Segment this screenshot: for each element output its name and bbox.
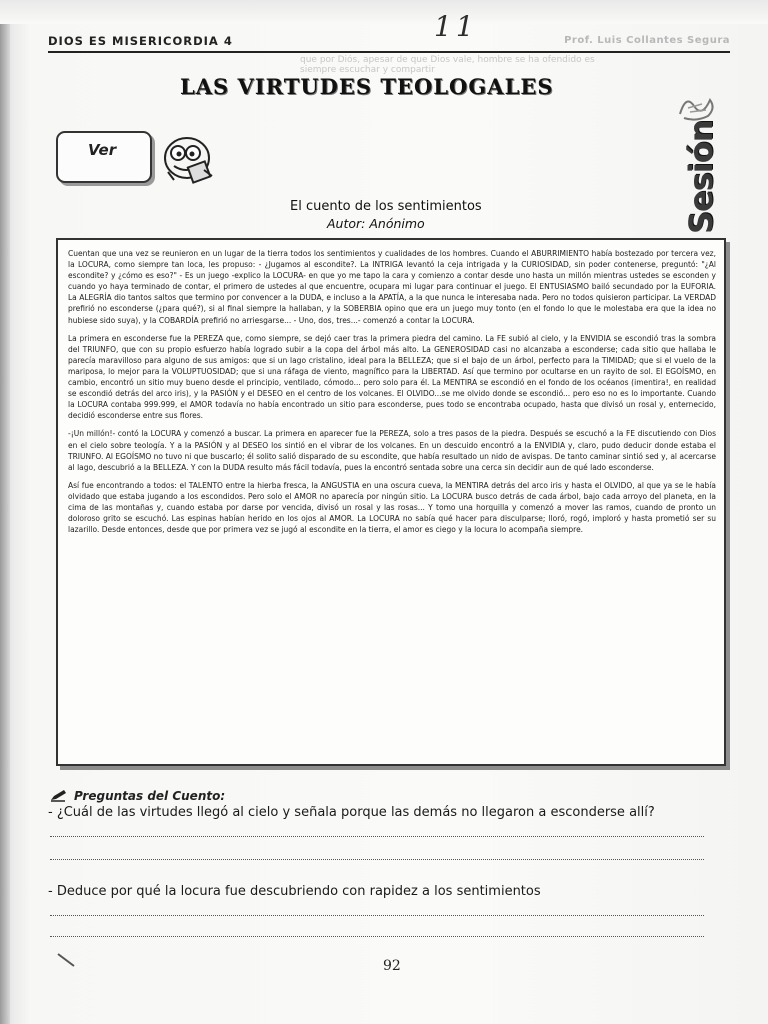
page-number: 92 [383, 958, 401, 974]
answer-line[interactable] [50, 836, 704, 837]
answer-line[interactable] [50, 915, 704, 916]
header-rule [48, 51, 730, 53]
story-paragraph: La primera en esconderse fue la PEREZA que, como siempre, se dejó caer tras la primera piedra del camino. La FE subió al cielo, y la ENVIDIA se escondió tras la sombra del TRIUNFO, que con su propio esfuerzo había logrado subir a la copa del árbol más alto. La GENEROSIDAD casi no alcanzaba a esconderse; cada sitio que hallaba le parecía maravilloso para alguno de sus amigos: que si un lago cristalino, ideal para la BELLEZA; que si el bajo de un árbol, perfecto para la TIMIDAD; que si el vuelo de la mariposa, lo mejor para la VOLUPTUOSIDAD; que si una ráfaga de viento, magnífico para la LIBERTAD. Así que termino por ocultarse en un rayito de sol. El EGOÍSMO, en cambio, encontró un sitio muy bueno desde el principio, ventilado, cómodo... pero solo para él. La MENTIRA se escondió en el fondo de los océanos (imentira!, en realidad se escondió detrás del arco iris), y la PASIÓN y el DESEO en el centro de los volcanes. El OLVIDO...se me olvido donde se escondió... pero eso no es lo importante. Cuando la LOCURA contaba 999.999, el AMOR todavía no había encontrado un sitio para esconderse, pues todo se encontraba ocupado, hasta que divisó un rosal y, enternecido, decidió esconderse entre sus flores. [68, 333, 716, 421]
story-title: El cuento de los sentimientos [290, 199, 482, 214]
story-paragraph: Cuentan que una vez se reunieron en un lugar de la tierra todos los sentimientos y cualidades de los hombres. Cuando el ABURRIMIENTO había bostezado por tercera vez, la LOCURA, como siempre tan loca, les propuso: - ¿Jugamos al escondite?. La INTRIGA levantó la ceja intrigada y la CURIOSIDAD, sin poder contenerse, preguntó: "¿Al escondite? y ¿cómo es eso?" - Es un juego -explico la LOCURA- en que yo me tapo la cara y comienzo a contar desde uno hasta un millón mientras ustedes se esconden y cuando yo haya terminado de contar, el primero de ustedes al que encuentre, ocupara mi lugar para continuar el juego. El ENTUSIASMO bailó secundado por la EUFORIA. La ALEGRÍA dio tantos saltos que termino por convencer a la DUDA, e incluso a la APATÍA, a la que nunca le interesaba nada. Pero no todos quisieron participar. La VERDAD prefirió no esconderse (¿para qué?), si al final siempre la hallaban, y la SOBERBIA opino que era un juego muy tonto (en el fondo lo que le molestaba era que la idea no hubiese sido suya), y la COBARDÍA prefirió no arriesgarse... - Uno, dos, tres...- comenzó a contar la LOCURA. [68, 249, 716, 325]
questions-header-label: Preguntas del Cuento: [74, 789, 226, 803]
story-box [56, 238, 726, 766]
answer-line[interactable] [50, 859, 704, 860]
binding-shadow [0, 0, 10, 1024]
question-2: - Deduce por qué la locura fue descubriendo con rapidez a los sentimientos [48, 884, 541, 899]
section-ver-box [56, 131, 152, 183]
bleed-through-text: que por Diós, apesar de que Dios vale, hombre se ha ofendido es siempre escuchar y compartir [300, 55, 595, 75]
section-ver-label: Ver [88, 141, 117, 159]
pencil-icon [50, 788, 68, 802]
running-header [48, 34, 730, 50]
stray-mark [56, 952, 78, 970]
story-text [68, 248, 716, 542]
reading-face-icon [160, 130, 218, 188]
header-author: Prof. Luis Collantes Segura [564, 35, 730, 46]
session-tab-label: Sesión [682, 120, 720, 234]
questions-header [50, 788, 225, 803]
session-side-tab [672, 120, 734, 234]
question-1: - ¿Cuál de las virtudes llegó al cielo y señala porque las demás no llegaron a esconderse allí? [48, 805, 655, 820]
page-title: LAS VIRTUDES TEOLOGALES [180, 74, 554, 99]
page-top-edge [0, 0, 768, 24]
story-author: Autor: Anónimo [327, 216, 425, 231]
story-paragraph: Así fue encontrando a todos: el TALENTO entre la hierba fresca, la ANGUSTIA en una oscura cueva, la MENTIRA detrás del arco iris y hasta el OLVIDO, al que ya se le había olvidado que estaba jugando a los escondidos. Pero solo el AMOR no aparecía por ningún sitio. La LOCURA busco detrás de cada árbol, bajo cada arroyo del planeta, en la cima de las montañas y, cuando estaba por darse por vencida, divisó un rosal y las rosas... Y tomo una horquilla y comenzó a mover las ramos, cuando de pronto un doloroso grito se escuchó. Las espinas habían herido en los ojos al AMOR. La LOCURA no sabía qué hacer para disculparse; lloró, rogó, imploró y hasta prometió ser su lazarillo. Desde entonces, desde que por primera vez se jugó al escondite en la tierra, el amor es ciego y la locura lo acompaña siempre. [68, 480, 716, 535]
story-paragraph: -¡Un millón!- contó la LOCURA y comenzó a buscar. La primera en aparecer fue la PEREZA, solo a tres pasos de la piedra. Después se escuchó a la FE discutiendo con Dios en el cielo sobre teología. Y a la PASIÓN y al DESEO los sintió en el vibrar de los volcanes. En un descuido encontró a la ENVIDIA y, claro, pudo deducir donde estaba el TRIUNFO. Al EGOÍSMO no tuvo ni que buscarlo; él solito salió disparado de su escondite, que había resultado un nido de avispas. De tanto caminar sintió sed y, al acercarse al lago, descubrió a la BELLEZA. Y con la DUDA resulto más fácil todavía, pues la encontró sentada sobre una cerca sin decidir aun de qué lado esconderse. [68, 429, 716, 472]
handwritten-page-mark: 11 [434, 10, 478, 43]
sketch-decoration [672, 88, 722, 124]
answer-line[interactable] [50, 936, 704, 937]
header-book-title: DIOS ES MISERICORDIA 4 [48, 34, 233, 48]
